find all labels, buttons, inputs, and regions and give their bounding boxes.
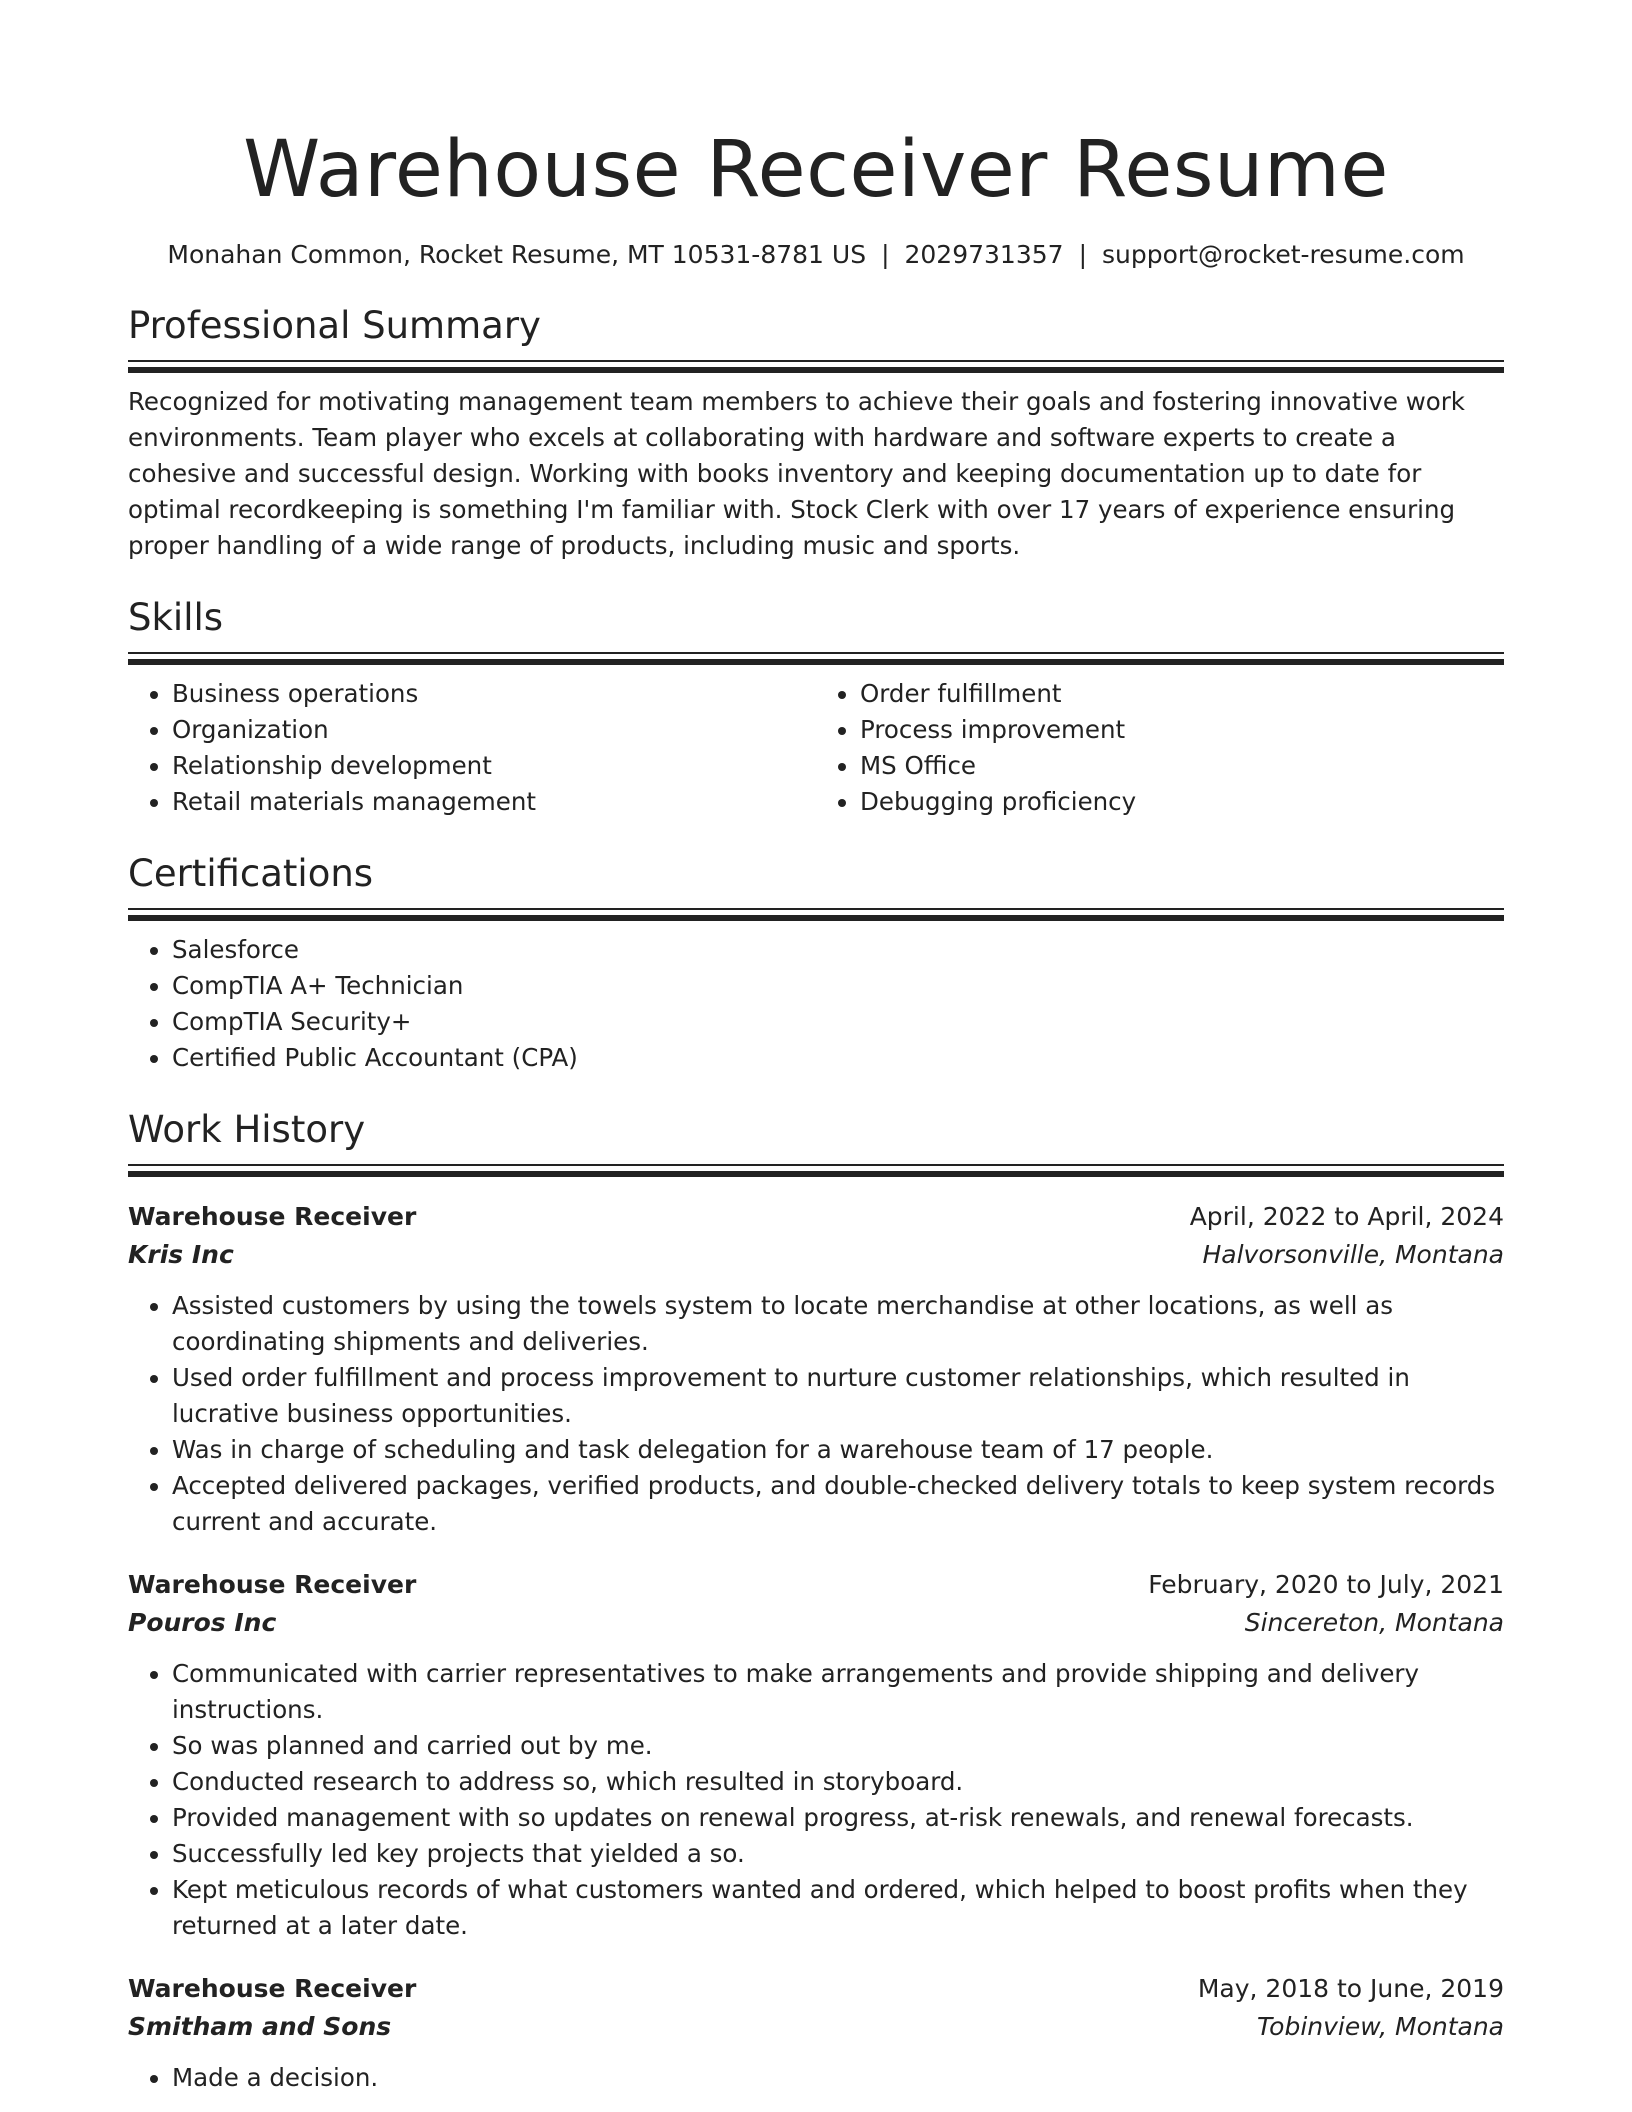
summary-text: Recognized for motivating management team members to achieve their goals and fostering innovative work environments. Team player who excels at collaborating with hardware and software experts to create a cohesive and successful design. Working with books inventory and keeping documentation up to date for optimal recordkeeping is something I'm familiar with. Stock Clerk with over 17 years of experience ensuring proper handling of a wide range of products, including music and sports.: [128, 387, 1465, 560]
section-divider: [128, 360, 1504, 374]
skill-item: • Process improvement: [860, 712, 1504, 748]
certifications-list: [128, 932, 1504, 1076]
job-entry: [128, 1198, 1504, 1540]
job-title: Warehouse Receiver: [128, 1974, 417, 2003]
job-bullet: • Provided management with so updates on renewal progress, at-risk renewals, and renewal forecasts.: [172, 1800, 1504, 1836]
job-entry: [128, 1970, 1504, 2096]
job-subheader: [128, 2008, 1504, 2046]
skill-item: • Business operations: [172, 676, 816, 712]
section-divider: [128, 652, 1504, 666]
skills-section: [128, 594, 1504, 820]
job-bullet: • Communicated with carrier representatives to make arrangements and provide shipping and delivery instructions.: [172, 1656, 1504, 1728]
resume-title: Warehouse Receiver Resume: [243, 125, 1389, 215]
contact-line: [128, 238, 1504, 272]
job-location: Halvorsonville, Montana: [1202, 1240, 1504, 1269]
certification-item: • Certified Public Accountant (CPA): [172, 1040, 1504, 1076]
section-heading-work-history: Work History: [128, 1108, 366, 1151]
job-company: Smitham and Sons: [128, 2012, 392, 2041]
job-title: Warehouse Receiver: [128, 1570, 417, 1599]
certifications-section: [128, 850, 1504, 1076]
skills-columns: [128, 676, 1504, 820]
section-divider: [128, 908, 1504, 922]
job-bullet: • Used order fulfillment and process improvement to nurture customer relationships, which resulted in lucrative business opportunities.: [172, 1360, 1504, 1432]
job-dates: May, 2018 to June, 2019: [1197, 1974, 1504, 2003]
job-bullet: • Assisted customers by using the towels system to locate merchandise at other locations, as well as coordinating shipments and deliveries.: [172, 1288, 1504, 1360]
certification-item: • CompTIA Security+: [172, 1004, 1504, 1040]
section-divider: [128, 1164, 1504, 1178]
job-bullet: • Was in charge of scheduling and task delegation for a warehouse team of 17 people.: [172, 1432, 1504, 1468]
skill-item: • Retail materials management: [172, 784, 816, 820]
job-location: Tobinview, Montana: [1257, 2012, 1504, 2041]
skills-list-left: [128, 676, 816, 820]
work-history-section: [128, 1106, 1504, 2096]
job-bullet: • Successfully led key projects that yielded a so.: [172, 1836, 1504, 1872]
section-heading-skills: Skills: [128, 596, 224, 639]
job-dates: April, 2022 to April, 2024: [1189, 1202, 1504, 1231]
summary-section: [128, 302, 1504, 564]
job-subheader: [128, 1236, 1504, 1274]
contact-separator: |: [881, 240, 890, 269]
job-bullets: [128, 1288, 1504, 1540]
skill-item: • Relationship development: [172, 748, 816, 784]
job-header: [128, 1566, 1504, 1604]
skill-item: • Order fulfillment: [860, 676, 1504, 712]
job-dates: February, 2020 to July, 2021: [1148, 1570, 1504, 1599]
certification-item: • CompTIA A+ Technician: [172, 968, 1504, 1004]
job-title: Warehouse Receiver: [128, 1202, 417, 1231]
job-bullet: • Made a decision.: [172, 2060, 1504, 2096]
skill-item: • MS Office: [860, 748, 1504, 784]
job-bullets: [128, 1656, 1504, 1944]
contact-separator: |: [1078, 240, 1087, 269]
job-location: Sincereton, Montana: [1244, 1608, 1504, 1637]
contact-email[interactable]: support@rocket-resume.com: [1102, 240, 1465, 269]
contact-address: Monahan Common, Rocket Resume, MT 10531-8781 US: [167, 240, 867, 269]
job-header: [128, 1970, 1504, 2008]
section-heading-certifications: Certifications: [128, 852, 374, 895]
job-bullet: • Accepted delivered packages, verified products, and double-checked delivery totals to keep system records current and accurate.: [172, 1468, 1504, 1540]
job-header: [128, 1198, 1504, 1236]
certification-item: • Salesforce: [172, 932, 1504, 968]
job-company: Kris Inc: [128, 1240, 234, 1269]
job-bullets: [128, 2060, 1504, 2096]
section-heading-summary: Professional Summary: [128, 304, 541, 347]
contact-phone: 2029731357: [904, 240, 1064, 269]
skills-list-right: [816, 676, 1504, 820]
skill-item: • Debugging proficiency: [860, 784, 1504, 820]
job-company: Pouros Inc: [128, 1608, 277, 1637]
skill-item: • Organization: [172, 712, 816, 748]
job-bullet: • Conducted research to address so, which resulted in storyboard.: [172, 1764, 1504, 1800]
job-entry: [128, 1566, 1504, 1944]
job-bullet: • So was planned and carried out by me.: [172, 1728, 1504, 1764]
job-bullet: • Kept meticulous records of what customers wanted and ordered, which helped to boost profits when they returned at a later date.: [172, 1872, 1504, 1944]
job-subheader: [128, 1604, 1504, 1642]
